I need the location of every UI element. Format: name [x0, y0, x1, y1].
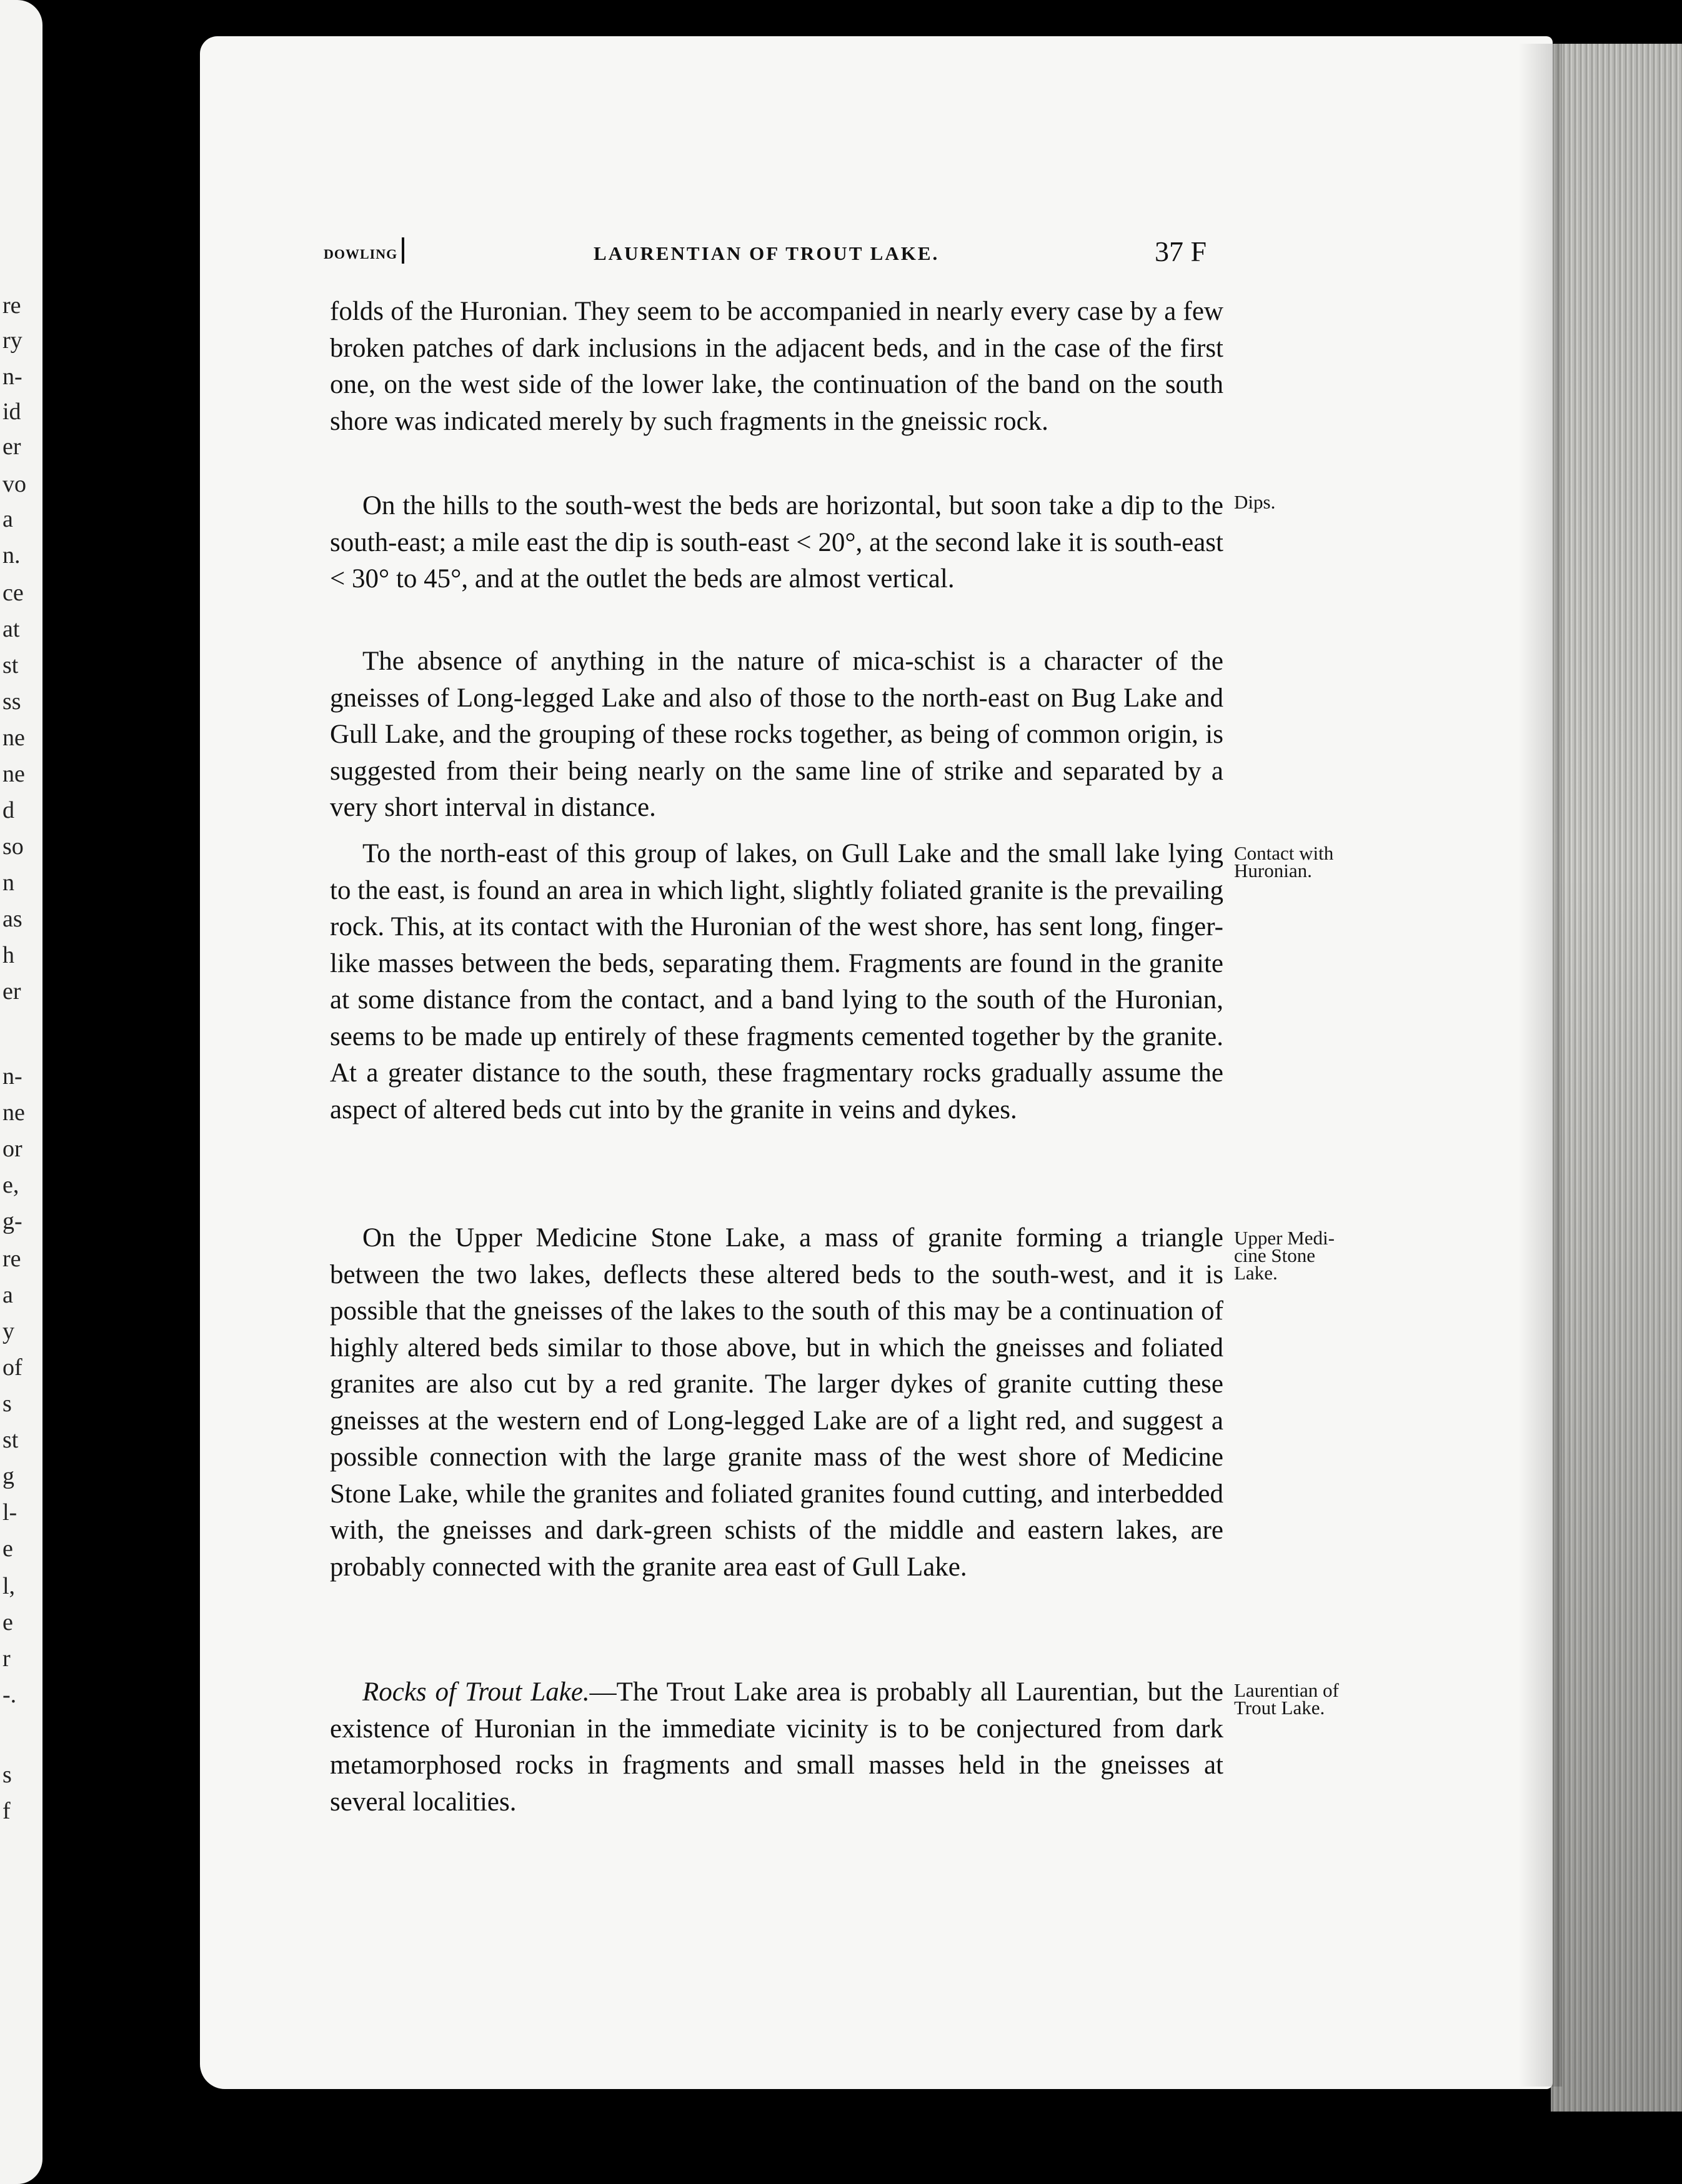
left-page-fragment: ne	[2, 761, 25, 787]
left-page-fragment: h	[2, 942, 14, 968]
header-author: DOWLING	[324, 246, 398, 262]
page-stack-shadow	[1551, 44, 1682, 2112]
left-page-fragment: e	[2, 1609, 13, 1636]
left-page-fragment: id	[2, 399, 21, 425]
page-number: 37 F	[1155, 236, 1207, 267]
left-page-fragment: st	[2, 1427, 19, 1453]
header-bracket	[402, 237, 404, 264]
left-page-fragment: n.	[2, 542, 21, 568]
margin-note-contact-with-huronian: Contact with Huronian.	[1234, 842, 1334, 881]
left-page-fragment: er	[2, 434, 21, 460]
left-page-fragment: or	[2, 1136, 22, 1162]
margin-note-laurentian-of-trout-lake: Laurentian of Trout Lake.	[1234, 1679, 1339, 1719]
left-page-fragment: er	[2, 978, 21, 1005]
left-facing-page	[0, 0, 42, 2184]
header-title: LAURENTIAN OF TROUT LAKE.	[594, 242, 940, 264]
left-page-fragment: re	[2, 292, 21, 319]
paragraph-3: The absence of anything in the nature of mica-schist is a character of the gneisses of Long-legged Lake and also of those to the north-east on Bug Lake and Gull Lake, and the grouping of these rocks together, as being of common origin, is suggested from their being nearly on the same line of strike and separated by a very short interval in distance.	[330, 647, 1223, 822]
left-page-fragment: as	[2, 906, 22, 932]
left-page-fragment: a	[2, 506, 13, 532]
left-page-fragment: ry	[2, 327, 22, 354]
section-heading-rocks-of-trout-lake: Rocks of Trout Lake.	[362, 1677, 590, 1707]
left-page-fragment: g	[2, 1463, 14, 1489]
left-page-fragment: l,	[2, 1573, 16, 1599]
left-page-fragment: s	[2, 1762, 12, 1788]
left-page-fragment: ss	[2, 688, 21, 715]
left-page-fragment: r	[2, 1645, 11, 1672]
left-page-fragment: f	[2, 1798, 11, 1824]
heading-dash: —	[589, 1677, 617, 1707]
paragraph-2: On the hills to the south-west the beds are horizontal, but soon take a dip to the south-east; a mile east the dip is south-east < 20°, at the second lake it is south-east < 30° to 45°, and at the outlet the beds are almost vertical.	[330, 491, 1223, 593]
page-gutter-shadow	[1518, 44, 1562, 2087]
left-page-fragment: st	[2, 652, 19, 678]
paragraph-1: folds of the Huronian. They seem to be accompanied in nearly every case by a few broken patches of dark inclusions in the adjacent beds, and in the case of the first one, on the west side of the lower lake, the continuation of the band on the south shore was indicated merely by such fragments in the gneissic rock.	[330, 297, 1223, 436]
left-page-fragment: n-	[2, 364, 22, 390]
paragraph-6	[330, 1674, 1223, 1820]
paragraph-6-text: The Trout Lake area is probably all Laurentian, but the existence of Huronian in the immediate vicinity is to be conjectured from dark metamorphosed rocks in fragments and small masses held in the gneisses at several localities.	[330, 1677, 1223, 1817]
paragraph-5: On the Upper Medicine Stone Lake, a mass of granite forming a triangle between the two lakes, deflects these altered beds to the south-west, and it is possible that the gneisses of the lakes to the south of this may be a continuation of highly altered beds similar to those above, but in which the gneisses and foliated granites are also cut by a red granite. The larger dykes of granite cutting these gneisses at the western end of Long-legged Lake are of a light red, and suggest a possible connection with the large granite mass of the west shore of Medicine Stone Lake, while the granites and foliated granites found cutting, and interbedded with, the gneisses and dark-green schists of the middle and eastern lakes, are probably connected with the granite area east of Gull Lake.	[330, 1223, 1223, 1582]
left-page-fragment: so	[2, 833, 24, 860]
left-page-fragment: re	[2, 1246, 21, 1272]
left-page-fragment: d	[2, 797, 14, 823]
left-page-fragment: n	[2, 870, 14, 896]
left-page-fragment: l-	[2, 1499, 17, 1526]
left-page-fragment: e,	[2, 1172, 19, 1198]
left-page-fragment: s	[2, 1391, 12, 1417]
left-page-fragment: -.	[2, 1682, 17, 1708]
left-page-fragment: n-	[2, 1063, 22, 1090]
margin-note-dips: Dips.	[1234, 491, 1276, 513]
left-page-fragment: at	[2, 616, 20, 642]
left-page-fragment: ce	[2, 580, 24, 606]
left-page-fragment: a	[2, 1282, 13, 1308]
left-page-fragment: vo	[2, 471, 26, 497]
left-page-fragment: of	[2, 1354, 22, 1381]
left-page-fragment: ne	[2, 725, 25, 751]
left-page-fragment: g-	[2, 1208, 22, 1234]
paragraph-4: To the north-east of this group of lakes, on Gull Lake and the small lake lying to the east, is found an area in which light, slightly foliated granite is the prevailing rock. This, at its contact with the Huronian of the west shore, has sent long, finger-like masses between the beds, separating them. Fragments are found in the granite at some distance from the contact, and a band lying to the south of the Huronian, seems to be made up entirely of these fragments cemented together by the granite. At a greater distance to the south, these fragmentary rocks gradually assume the aspect of altered beds cut into by the granite in veins and dykes.	[330, 839, 1223, 1124]
left-page-fragment: e	[2, 1536, 13, 1562]
running-header	[324, 235, 1230, 272]
margin-note-upper-medicine-stone-lake: Upper Medi- cine Stone Lake.	[1234, 1227, 1335, 1284]
left-page-fragment: ne	[2, 1099, 25, 1126]
left-page-fragment: y	[2, 1318, 14, 1344]
